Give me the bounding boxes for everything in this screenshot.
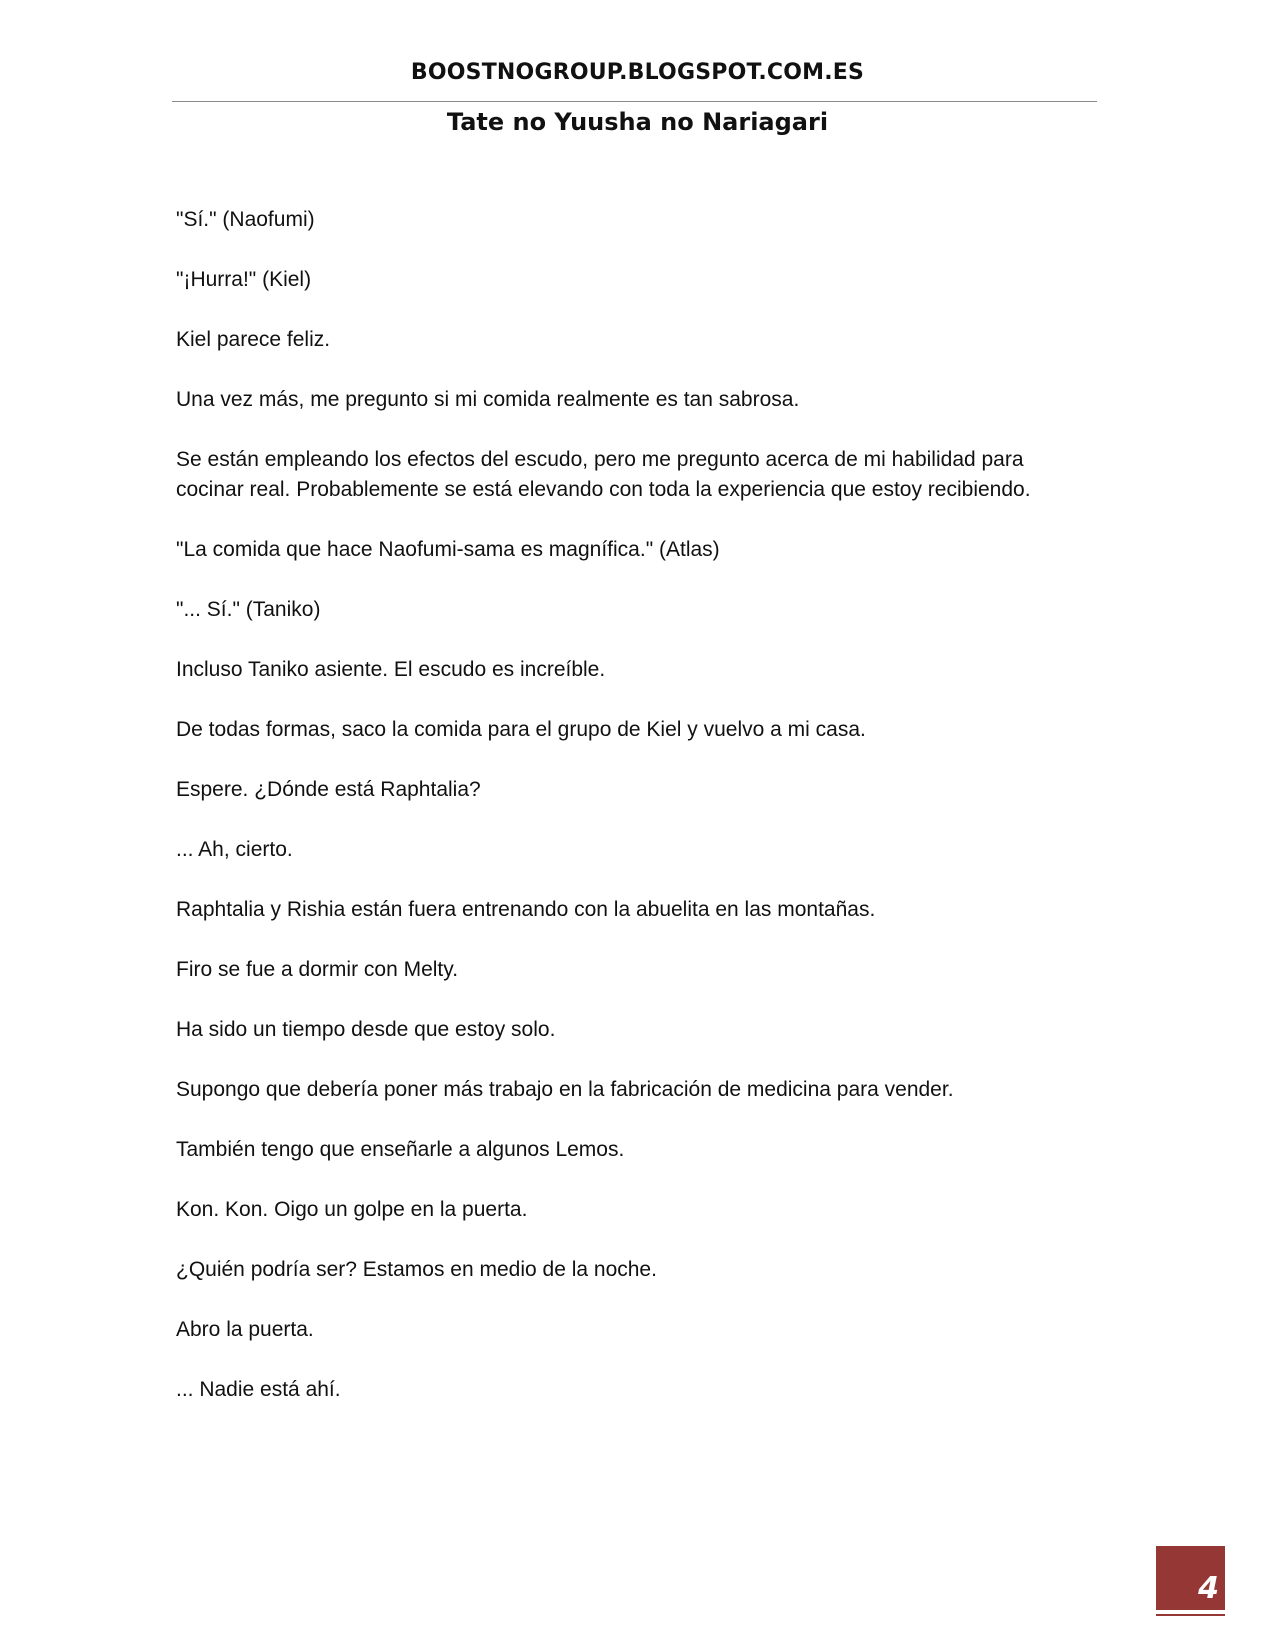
page-number: 4 xyxy=(1198,1571,1219,1606)
paragraph: Una vez más, me pregunto si mi comida realmente es tan sabrosa. xyxy=(176,388,800,411)
paragraph: De todas formas, saco la comida para el grupo de Kiel y vuelvo a mi casa. xyxy=(176,718,866,741)
paragraph: Ha sido un tiempo desde que estoy solo. xyxy=(176,1018,556,1041)
page-number-box xyxy=(1156,1546,1225,1610)
paragraph: "... Sí." (Taniko) xyxy=(176,598,321,621)
paragraph: Kon. Kon. Oigo un golpe en la puerta. xyxy=(176,1198,528,1221)
body-text xyxy=(176,205,1096,1435)
paragraph: Abro la puerta. xyxy=(176,1318,314,1341)
paragraph: ¿Quién podría ser? Estamos en medio de la noche. xyxy=(176,1258,657,1281)
page-number-underline xyxy=(1156,1614,1225,1616)
paragraph: También tengo que enseñarle a algunos Lemos. xyxy=(176,1138,625,1161)
paragraph: Firo se fue a dormir con Melty. xyxy=(176,958,459,981)
paragraph: Raphtalia y Rishia están fuera entrenando con la abuelita en las montañas. xyxy=(176,898,876,921)
paragraph: Supongo que debería poner más trabajo en la fabricación de medicina para vender. xyxy=(176,1078,954,1101)
site-header: BOOSTNOGROUP.BLOGSPOT.COM.ES xyxy=(410,60,865,85)
paragraph: Kiel parece feliz. xyxy=(176,328,331,351)
paragraph: ... Nadie está ahí. xyxy=(176,1378,341,1401)
paragraph: "La comida que hace Naofumi-sama es magnífica." (Atlas) xyxy=(176,538,720,561)
paragraph: ... Ah, cierto. xyxy=(176,838,293,861)
book-title: Tate no Yuusha no Nariagari xyxy=(446,108,829,136)
paragraph: Incluso Taniko asiente. El escudo es increíble. xyxy=(176,658,606,681)
paragraph: "¡Hurra!" (Kiel) xyxy=(176,268,312,291)
paragraph: "Sí." (Naofumi) xyxy=(176,208,315,231)
paragraph: Espere. ¿Dónde está Raphtalia? xyxy=(176,778,481,801)
paragraph: Se están empleando los efectos del escudo, pero me pregunto acerca de mi habilidad para cocinar real. Probablemente se está elevando con toda la experiencia que estoy recibiendo. xyxy=(176,448,1031,501)
header-divider xyxy=(172,101,1097,102)
